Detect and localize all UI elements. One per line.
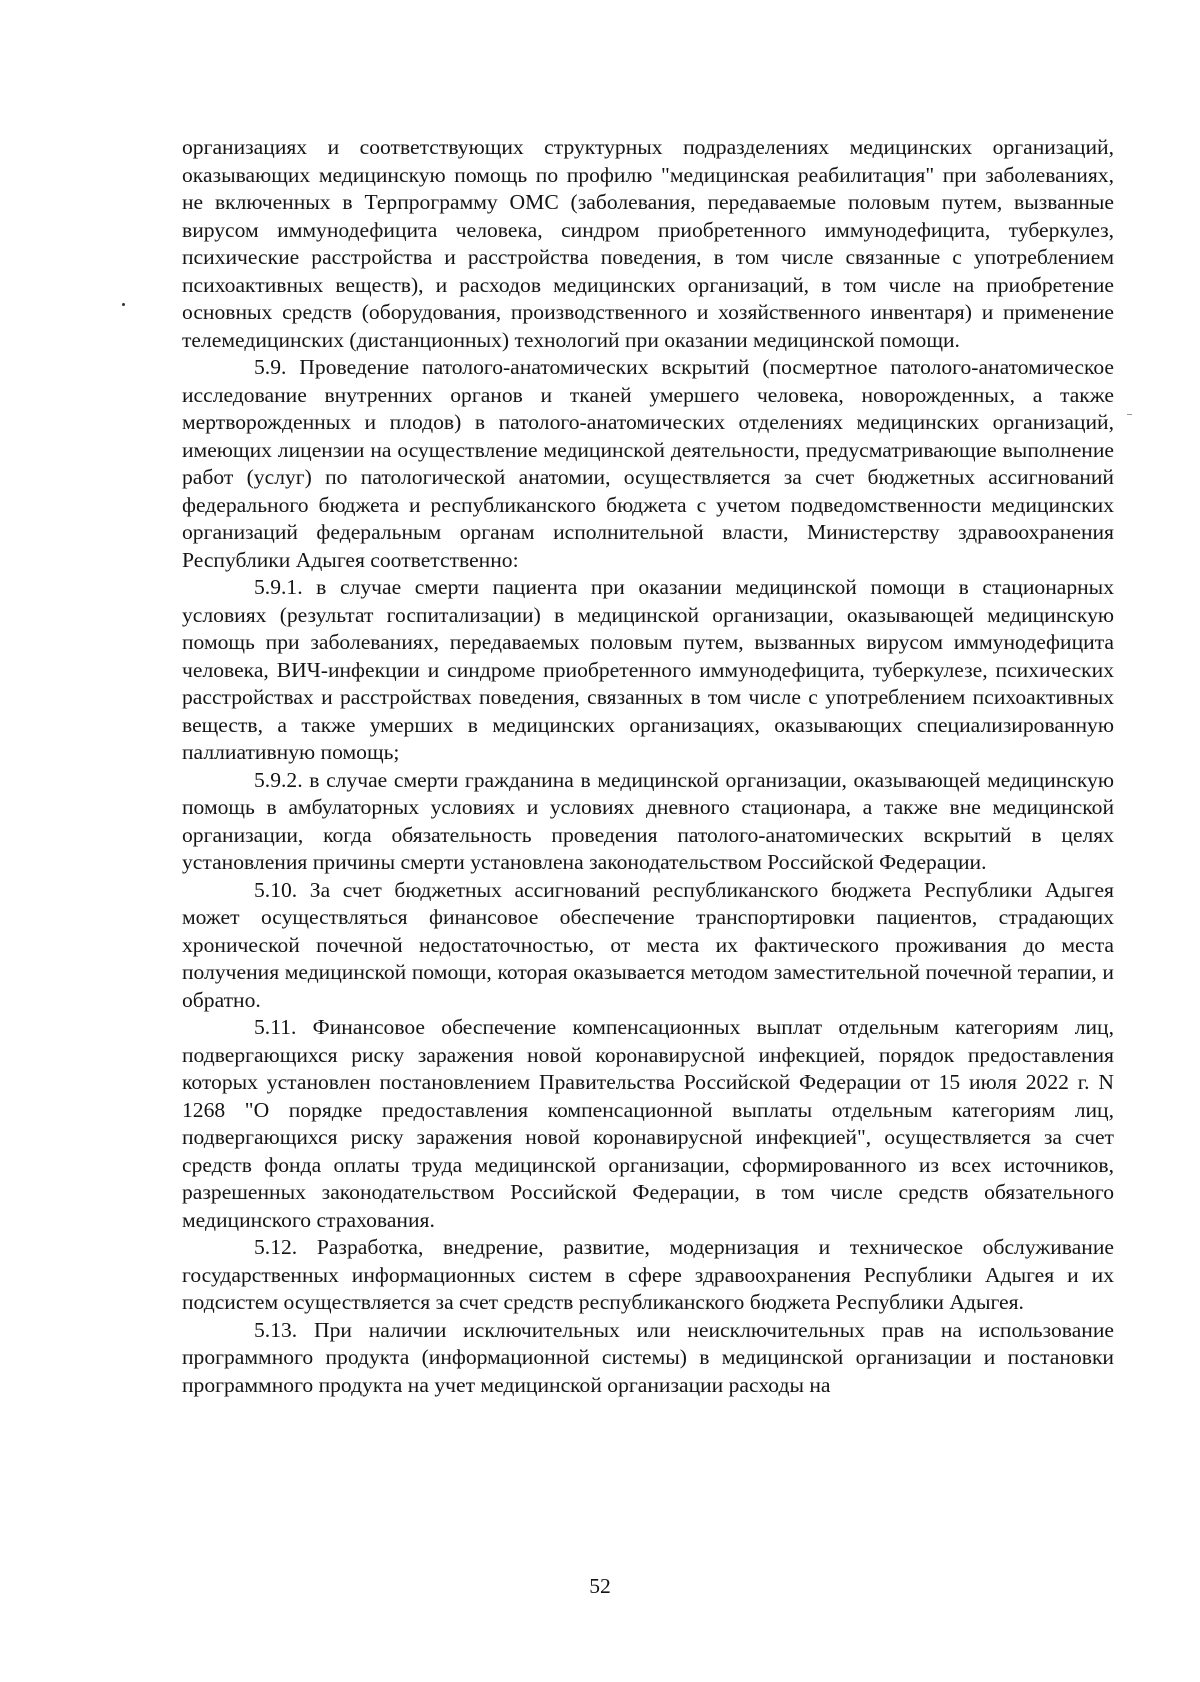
page-number: 52 <box>589 1574 611 1598</box>
document-body <box>182 134 1114 1399</box>
paragraph-5-9-1: 5.9.1. в случае смерти пациента при оказании медицинской помощи в стационарных условиях (результат госпитализации) в медицинской организации, оказывающей медицинскую помощь при заболеваниях, передаваемых половым путем, вызванных вирусом иммунодефицита человека, ВИЧ-инфекции и синдроме приобретенного иммунодефицита, туберкулезе, психических расстройствах и расстройствах поведения, связанных в том числе с употреблением психоактивных веществ, а также умерших в медицинских организациях, оказывающих специализированную паллиативную помощь; <box>182 575 1114 764</box>
scan-speck <box>1127 414 1132 415</box>
paragraph-continuation: организациях и соответствующих структурных подразделениях медицинских организаций, оказывающих медицинскую помощь по профилю "медицинская реабилитация" при заболеваниях, не включенных в Терпрограмму ОМС (заболевания, передаваемые половым путем, вызванные вирусом иммунодефицита человека, синдром приобретенного иммунодефицита, туберкулез, психические расстройства и расстройства поведения, в том числе связанные с употреблением психоактивных веществ), и расходов медицинских организаций, в том числе на приобретение основных средств (оборудования, производственного и хозяйственного инвентаря) и применение телемедицинских (дистанционных) технологий при оказании медицинской помощи. <box>182 135 1114 352</box>
paragraph-5-9-2: 5.9.2. в случае смерти гражданина в медицинской организации, оказывающей медицинскую помощь в амбулаторных условиях и условиях дневного стационара, а также вне медицинской организации, когда обязательность проведения патолого-анатомических вскрытий в целях установления причины смерти установлена законодательством Российской Федерации. <box>182 767 1114 874</box>
paragraph-5-13: 5.13. При наличии исключительных или неисключительных прав на использование программного продукта (информационной системы) в медицинской организации и постановки программного продукта на учет медицинской организации расходы на <box>182 1317 1114 1397</box>
scan-speck <box>122 303 125 306</box>
paragraph-5-12: 5.12. Разработка, внедрение, развитие, модернизация и техническое обслуживание государственных информационных систем в сфере здравоохранения Республики Адыгея и их подсистем осуществляется за счет средств республиканского бюджета Республики Адыгея. <box>182 1235 1114 1314</box>
paragraph-5-10: 5.10. За счет бюджетных ассигнований республиканского бюджета Республики Адыгея может осуществляться финансовое обеспечение транспортировки пациентов, страдающих хронической почечной недостаточностью, от места их фактического проживания до места получения медицинской помощи, которая оказывается методом заместительной почечной терапии, и обратно. <box>182 877 1114 1012</box>
paragraph-5-9: 5.9. Проведение патолого-анатомических вскрытий (посмертное патолого-анатомическое исследование внутренних органов и тканей умершего человека, новорожденных, а также мертворожденных и плодов) в патолого-анатомических отделениях медицинских организаций, имеющих лицензии на осуществление медицинской деятельности, предусматривающие выполнение работ (услуг) по патологической анатомии, осуществляется за счет бюджетных ассигнований федерального бюджета и республиканского бюджета с учетом подведомственности медицинских организаций федеральным органам исполнительной власти, Министерству здравоохранения Республики Адыгея соответственно: <box>182 355 1114 572</box>
paragraph-5-11: 5.11. Финансовое обеспечение компенсационных выплат отдельным категориям лиц, подвергающихся риску заражения новой коронавирусной инфекцией, порядок предоставления которых установлен постановлением Правительства Российской Федерации от 15 июля 2022 г. N 1268 "О порядке предоставления компенсационной выплаты отдельным категориям лиц, подвергающихся риску заражения новой коронавирусной инфекцией", осуществляется за счет средств фонда оплаты труда медицинской организации, сформированного из всех источников, разрешенных законодательством Российской Федерации, в том числе средств обязательного медицинского страхования. <box>182 1015 1114 1232</box>
